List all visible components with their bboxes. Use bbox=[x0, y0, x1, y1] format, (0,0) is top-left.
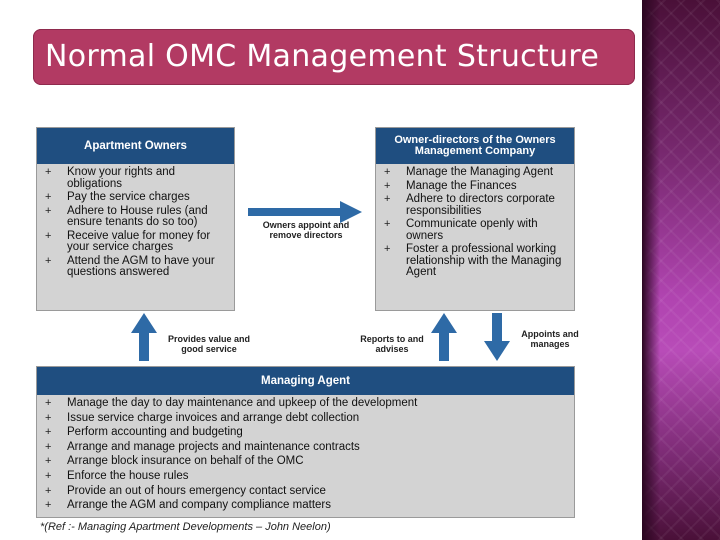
bullet-icon: + bbox=[384, 166, 391, 178]
list-item-text: Manage the day to day maintenance and upkeep of the development bbox=[67, 397, 418, 409]
list-item bbox=[382, 194, 570, 217]
bullet-icon: + bbox=[384, 193, 391, 205]
list-item-text: Manage the Managing Agent bbox=[406, 166, 554, 178]
reference-note: *(Ref :- Managing Apartment Developments – John Neelon) bbox=[40, 521, 331, 533]
list-item-text: Provide an out of hours emergency contact service bbox=[67, 484, 326, 497]
list-item bbox=[43, 231, 230, 254]
apartment-owners-list bbox=[37, 164, 234, 279]
list-item bbox=[382, 181, 570, 193]
list-item-text: Pay the service charges bbox=[67, 191, 190, 203]
list-item bbox=[43, 192, 230, 204]
managing-agent-box bbox=[36, 366, 575, 518]
list-item bbox=[43, 167, 230, 190]
decorative-side-band bbox=[642, 0, 720, 540]
list-item bbox=[382, 167, 570, 179]
list-item-text: Issue service charge invoices and arrange debt collection bbox=[67, 411, 360, 424]
list-item bbox=[43, 471, 570, 483]
list-item-text: Enforce the house rules bbox=[67, 469, 189, 482]
list-item-text: Arrange block insurance on behalf of the OMC bbox=[67, 455, 304, 468]
slide-title: Normal OMC Management Structure bbox=[45, 39, 600, 74]
bullet-icon: + bbox=[45, 411, 52, 424]
list-item-text: Attend the AGM to have your questions answered bbox=[67, 254, 215, 278]
arrow-label-provides-value: Provides value and good service bbox=[167, 334, 251, 354]
bullet-icon: + bbox=[45, 440, 52, 453]
list-item-text: Receive value for money for your service charges bbox=[67, 229, 211, 253]
list-item bbox=[43, 486, 570, 498]
owner-directors-header: Owner-directors of the Owners Management Company bbox=[376, 128, 574, 164]
bullet-icon: + bbox=[45, 455, 52, 468]
list-item-text: Arrange and manage projects and maintenance contracts bbox=[67, 440, 360, 453]
apartment-owners-box bbox=[36, 127, 235, 311]
bullet-icon: + bbox=[45, 191, 52, 203]
list-item-text: Foster a professional working relationship with the Managing Agent bbox=[406, 243, 562, 278]
bullet-icon: + bbox=[45, 426, 52, 439]
bullet-icon: + bbox=[45, 229, 52, 242]
list-item bbox=[43, 413, 570, 425]
arrow-label-reports-to: Reports to and advises bbox=[360, 334, 424, 354]
bullet-icon: + bbox=[45, 254, 52, 267]
bullet-icon: + bbox=[45, 204, 52, 217]
list-item bbox=[43, 442, 570, 454]
down-arrow-icon bbox=[484, 313, 510, 361]
bullet-icon: + bbox=[384, 218, 391, 230]
bullet-icon: + bbox=[384, 243, 391, 255]
apartment-owners-header: Apartment Owners bbox=[37, 128, 234, 164]
arrow-label-appoints-manages: Appoints and manages bbox=[521, 329, 579, 349]
list-item-text: Adhere to directors corporate responsibilities bbox=[406, 193, 555, 217]
title-bar bbox=[33, 29, 635, 85]
list-item bbox=[43, 500, 570, 512]
list-item bbox=[43, 206, 230, 229]
owner-directors-list bbox=[376, 164, 574, 279]
list-item bbox=[43, 456, 570, 468]
list-item bbox=[382, 219, 570, 242]
list-item-text: Perform accounting and budgeting bbox=[67, 426, 243, 439]
list-item-text: Communicate openly with owners bbox=[406, 218, 538, 242]
bullet-icon: + bbox=[45, 166, 52, 178]
up-arrow-icon bbox=[431, 313, 457, 361]
list-item bbox=[43, 427, 570, 439]
owner-directors-box bbox=[375, 127, 575, 311]
bullet-icon: + bbox=[45, 484, 52, 497]
up-arrow-icon bbox=[131, 313, 157, 361]
bullet-icon: + bbox=[45, 397, 52, 409]
list-item-text: Manage the Finances bbox=[406, 179, 517, 192]
arrow-label-appoint-directors: Owners appoint and remove directors bbox=[262, 220, 350, 240]
list-item bbox=[43, 398, 570, 410]
list-item-text: Adhere to House rules (and ensure tenants do so too) bbox=[67, 204, 208, 228]
bullet-icon: + bbox=[45, 469, 52, 482]
managing-agent-header: Managing Agent bbox=[37, 367, 574, 395]
bullet-icon: + bbox=[45, 499, 52, 512]
list-item bbox=[43, 256, 230, 279]
bullet-icon: + bbox=[384, 179, 391, 192]
managing-agent-list bbox=[37, 395, 574, 512]
list-item-text: Know your rights and obligations bbox=[67, 166, 176, 190]
list-item-text: Arrange the AGM and company compliance matters bbox=[67, 499, 331, 512]
list-item bbox=[382, 244, 570, 279]
